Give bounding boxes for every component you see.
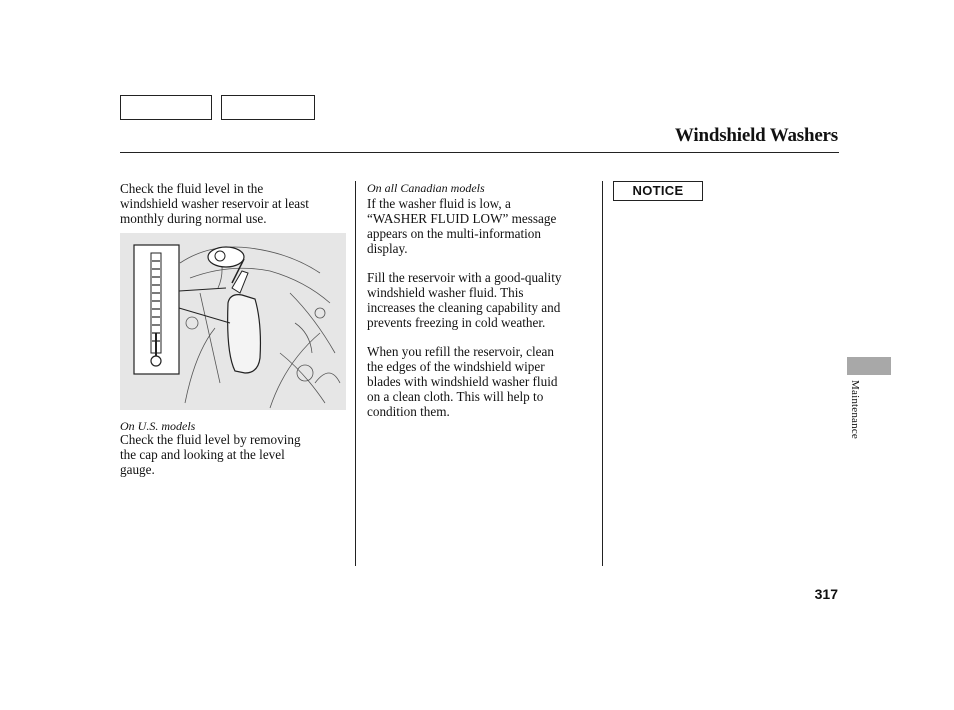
page-number: 317: [814, 586, 838, 602]
us-models-paragraph: Check the fluid level by removing the cap and looking at the level gauge.: [120, 432, 301, 477]
reservoir-drawing-icon: [120, 233, 346, 410]
washer-reservoir-illustration: [120, 233, 346, 410]
intro-paragraph: Check the fluid level in the windshield washer reservoir at least monthly during normal use.: [120, 181, 309, 226]
page-title: Windshield Washers: [674, 125, 838, 146]
section-label: Maintenance: [849, 380, 861, 440]
us-models-caption: On U.S. models: [120, 419, 196, 433]
fill-reservoir-paragraph: Fill the reservoir with a good-quality windshield washer fluid. This increases the cleaning capability and prevents freezing in cold weather.: [367, 270, 562, 330]
clean-wiper-paragraph: When you refill the reservoir, clean the edges of the windshield wiper blades with windshield washer fluid on a clean cloth. This will help to condition them.: [367, 344, 558, 419]
column-divider: [355, 181, 356, 566]
title-rule: [120, 152, 839, 153]
main-menu-button[interactable]: [120, 95, 212, 120]
notice-label: NOTICE: [613, 181, 703, 201]
canadian-models-caption: On all Canadian models: [367, 181, 485, 195]
section-tab[interactable]: [847, 357, 891, 375]
index-button[interactable]: [221, 95, 315, 120]
washer-fluid-low-paragraph: If the washer fluid is low, a “WASHER FLUID LOW” message appears on the multi-information display.: [367, 196, 557, 256]
column-divider: [602, 181, 603, 566]
